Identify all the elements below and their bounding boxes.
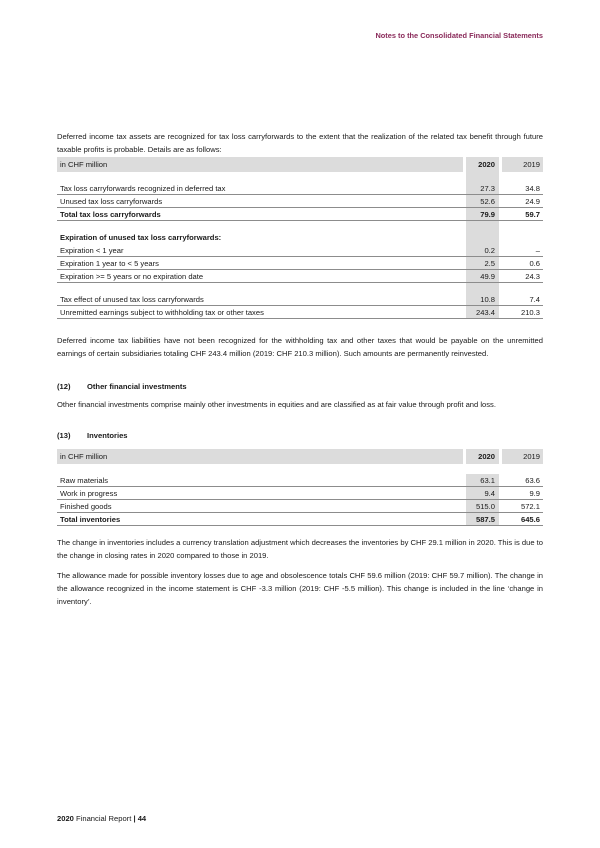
col-header-2019: 2019	[502, 449, 543, 464]
table-row: Work in progress 9.4 9.9	[57, 487, 543, 500]
section-number: (13)	[57, 431, 71, 440]
col-header-2019: 2019	[502, 157, 543, 172]
col-header-2020: 2020	[466, 449, 499, 464]
table-row: Unused tax loss carryforwards 52.6 24.9	[57, 195, 543, 208]
table-header-row	[57, 449, 543, 464]
spacer	[57, 464, 543, 474]
page-number: 44	[137, 814, 147, 823]
table-subheading-row: Expiration of unused tax loss carryforwards:	[57, 231, 543, 244]
spacer	[57, 172, 543, 182]
running-header: Notes to the Consolidated Financial Statements	[375, 31, 543, 40]
spacer	[57, 283, 543, 293]
table-row: Finished goods 515.0 572.1	[57, 500, 543, 513]
table-total-row: Total tax loss carryforwards 79.9 59.7	[57, 208, 543, 221]
table-row: Expiration 1 year to < 5 years 2.5 0.6	[57, 257, 543, 270]
section-title: Inventories	[87, 431, 128, 440]
inventories-table	[57, 449, 543, 526]
col-header-2020: 2020	[466, 157, 499, 172]
intro-paragraph: Deferred income tax assets are recognized for tax loss carryforwards to the extent that the realization of the related tax benefit through future taxable profits is probable. Details are as follows:	[57, 132, 543, 154]
section-13-heading	[57, 431, 128, 440]
inventory-note-paragraph-2: The allowance made for possible inventory losses due to age and obsolescence totals CHF 59.6 million (2019: CHF 59.7 million). The change in the allowance recognized in the income statement is CHF -3.3 million (2019: CHF -5.5 million). This change is included in the line ‘change in inventory’.	[57, 571, 543, 606]
table-row: Raw materials 63.1 63.6	[57, 474, 543, 487]
section-title: Other financial investments	[87, 382, 187, 391]
table-total-row: Total inventories 587.5 645.6	[57, 513, 543, 526]
table-row: Expiration >= 5 years or no expiration date 49.9 24.3	[57, 270, 543, 283]
table-row: Unremitted earnings subject to withholding tax or other taxes 243.4 210.3	[57, 306, 543, 319]
inventory-note-paragraph-1: The change in inventories includes a currency translation adjustment which decreases the inventories by CHF 29.1 million in 2020. This is due to the change in closing rates in 2020 compared to those in 2019.	[57, 538, 543, 560]
section-12-paragraph: Other financial investments comprise mainly other investments in equities and are classified as at fair value through profit and loss.	[57, 400, 496, 409]
table-header-row	[57, 157, 543, 172]
section-number: (12)	[57, 382, 71, 391]
footer-report-label: Financial Report	[76, 814, 132, 823]
deferred-liabilities-paragraph: Deferred income tax liabilities have not been recognized for the withholding tax and other taxes that would be payable on the unremitted earnings of certain subsidiaries totaling CHF 243.4 million (2019: CHF 210.3 million). Such amounts are permanently reinvested.	[57, 336, 543, 358]
page-footer	[57, 814, 146, 823]
unit-label: in CHF million	[57, 157, 463, 172]
table-row: Tax loss carryforwards recognized in deferred tax 27.3 34.8	[57, 182, 543, 195]
table-row: Expiration < 1 year 0.2 –	[57, 244, 543, 257]
unit-label: in CHF million	[57, 449, 463, 464]
table-row: Tax effect of unused tax loss carryforwards 10.8 7.4	[57, 293, 543, 306]
footer-year: 2020	[57, 814, 74, 823]
section-12-heading	[57, 382, 187, 391]
spacer	[57, 221, 543, 231]
tax-loss-table	[57, 157, 543, 319]
footer-separator: |	[133, 814, 136, 823]
